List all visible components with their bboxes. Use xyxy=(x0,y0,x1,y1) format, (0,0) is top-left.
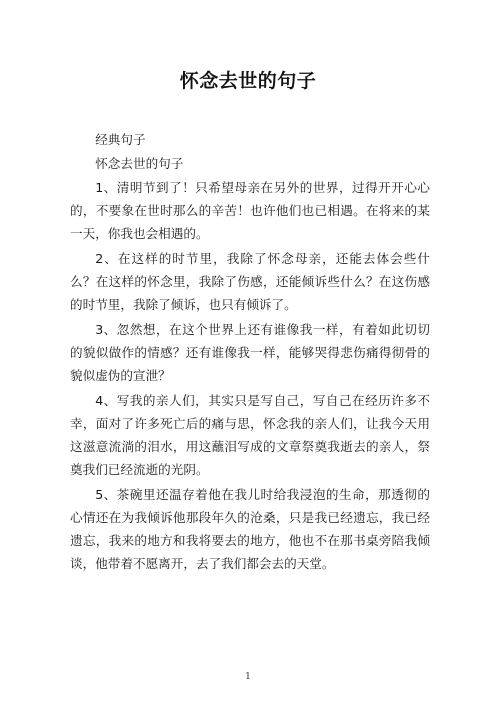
paragraph-2: 2、在这样的时节里，我除了怀念母亲，还能去体会些什么？在这样的怀念里，我除了伤感，还能倾诉些什么？在这伤感的时节里，我除了倾诉，也只有倾诉了。 xyxy=(70,251,430,312)
paragraph-1: 1、清明节到了！只希望母亲在另外的世界，过得开开心心的，不要象在世时那么的辛苦！也许他们也已相遇。在将来的某一天，你我也会相遇的。 xyxy=(70,180,430,241)
paragraph-category: 经典句子 xyxy=(95,132,146,147)
paragraph-4: 4、写我的亲人们，其实只是写自己，写自己在经历许多不幸，面对了许多死亡后的痛与思，怀念我的亲人们，让我今天用这滋意流淌的泪水，用这蘸泪写成的文章祭奠我逝去的亲人，祭奠我们已经流逝的光阴。 xyxy=(70,393,430,477)
document-body xyxy=(70,128,430,577)
page-number: 1 xyxy=(245,672,251,682)
document-title: 怀念去世的句子 xyxy=(179,70,317,92)
paragraph-3: 3、忽然想，在这个世界上还有谁像我一样，有着如此切切的貌似做作的情感？还有谁像我一样，能够哭得悲伤痛得彻骨的貌似虚伪的宣泄？ xyxy=(70,322,430,383)
paragraph-5: 5、茶碗里还温存着他在我儿时给我浸泡的生命，那透彻的心情还在为我倾诉他那段年久的沧桑，只是我已经遗忘，我已经遗忘，我来的地方和我将要去的地方，他也不在那书桌旁陪我倾谈，他带着不愿离开，去了我们都会去的天堂。 xyxy=(70,487,430,571)
paragraph-subtitle: 怀念去世的句子 xyxy=(95,156,184,171)
